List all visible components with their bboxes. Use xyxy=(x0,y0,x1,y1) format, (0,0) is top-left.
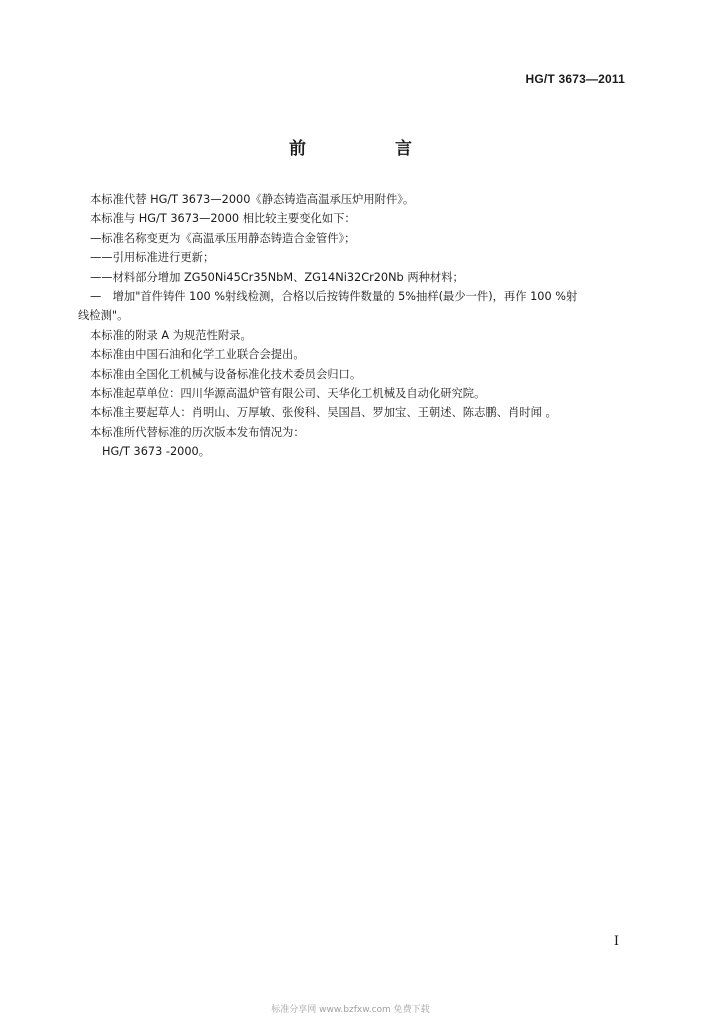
page-number: I xyxy=(613,934,619,949)
paragraph-proposed-by: 本标准由中国石油和化学工业联合会提出。 xyxy=(90,348,305,362)
page-title: 前 言 xyxy=(289,139,448,159)
paragraph-managed-by: 本标准由全国化工机械与设备标准化技术委员会归口。 xyxy=(90,367,362,381)
change-item-title: —标准名称变更为《高温承压用静态铸造合金管件》； xyxy=(90,231,356,245)
paragraph-replaces: 本标准代替 HG/T 3673—2000《静态铸造高温承压炉用附件》。 xyxy=(90,193,415,206)
paragraph-history-intro: 本标准所代替标准的历次版本发布情况为： xyxy=(90,425,305,439)
paragraph-drafters: 本标准主要起草人：肖明山、万厚敏、张俊科、吴国昌、罗加宝、王朝述、陈志鹏、肖时闻 。 xyxy=(90,406,557,420)
footer-watermark: 标准分享网 www.bzfxw.com 免费下载 xyxy=(271,1005,430,1015)
change-item-references: ——引用标准进行更新； xyxy=(90,251,215,265)
change-item-inspection-cont: 线检测"。 xyxy=(78,309,129,323)
paragraph-changes-intro: 本标准与 HG/T 3673—2000 相比较主要变化如下： xyxy=(90,212,356,226)
foreword-body xyxy=(78,190,638,462)
paragraph-appendix: 本标准的附录 A 为规范性附录。 xyxy=(90,328,252,342)
standard-code: HG/T 3673—2011 xyxy=(525,72,625,86)
paragraph-drafting-units: 本标准起草单位：四川华源高温炉管有限公司、天华化工机械及自动化研究院。 xyxy=(90,387,486,401)
paragraph-history-version: HG/T 3673 -2000。 xyxy=(102,445,211,459)
change-item-materials: ——材料部分增加 ZG50Ni45Cr35NbM、ZG14Ni32Cr20Nb 两种材料； xyxy=(90,270,464,284)
change-item-inspection: — 增加"首件铸件 100 %射线检测，合格以后按铸件数量的 5%抽样(最少一件)，再作 100 %射 xyxy=(90,290,578,304)
